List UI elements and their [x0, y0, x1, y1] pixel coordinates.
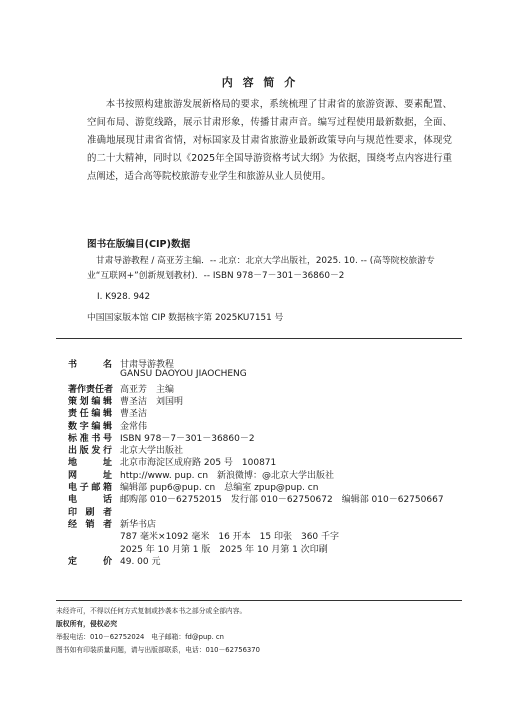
info-label: 定价 — [68, 556, 112, 567]
info-value: 787 毫米×1092 毫米 16 开本 15 印张 360 千字 — [120, 532, 340, 543]
info-value: 甘肃导游教程 — [120, 360, 175, 370]
cip-entry: 甘肃导游教程 / 高亚芳主编．-- 北京：北京大学出版社，2025. 10. -- (高等院校旅游专业“互联网+”创新规划教材)．-- ISBN 978－7－301－36860－2 — [87, 256, 435, 281]
divider-bottom — [56, 600, 462, 601]
info-value: 邮购部 010－62752015 发行部 010－62750672 编辑部 010－62750667 — [120, 495, 444, 506]
info-label: 书名 — [68, 360, 112, 370]
cip-classification: Ⅰ. K928. 942 — [97, 292, 151, 302]
info-value: GANSU DAOYOU JIAOCHENG — [120, 369, 247, 380]
info-label: 著作责任者 — [68, 384, 114, 395]
info-label: 电话 — [68, 495, 112, 506]
info-value: ISBN 978－7－301－36860－2 — [120, 433, 255, 444]
info-label: 网址 — [68, 470, 112, 481]
info-label: 经销者 — [68, 519, 112, 530]
cip-heading: 图书在版编目(CIP)数据 — [87, 239, 191, 250]
info-value: http://www. pup. cn 新浪微博：@北京大学出版社 — [120, 470, 335, 481]
info-label: 印刷者 — [68, 507, 112, 518]
info-value: 曹圣洁 — [120, 409, 148, 420]
info-value: 高亚芳 主编 — [120, 384, 175, 395]
info-value: 北京大学出版社 — [120, 446, 184, 457]
info-label: 策划编辑 — [68, 396, 112, 407]
cip-cn-number: 中国国家版本馆 CIP 数据核字第 2025KU7151 号 — [87, 313, 284, 323]
info-value: 编辑部 pup6@pup. cn 总编室 zpup@pup. cn — [120, 483, 319, 493]
quality-contact: 图书如有印装质量问题，请与出版部联系，电话：010－62756370 — [56, 646, 260, 654]
info-value: 曹圣洁 刘国明 — [120, 396, 184, 407]
info-label: 标准书号 — [68, 433, 112, 444]
divider-top — [56, 338, 462, 339]
info-label: 地址 — [68, 458, 112, 469]
info-label: 数字编辑 — [68, 421, 112, 432]
summary-title: 内 容 简 介 — [221, 76, 299, 89]
info-value: 2025 年 10 月第 1 版 2025 年 10 月第 1 次印刷 — [120, 544, 328, 555]
info-label: 责任编辑 — [68, 409, 112, 420]
report-contact: 举报电话：010－62752024 电子邮箱：fd@pup. cn — [56, 633, 224, 641]
copyright-notice: 未经许可，不得以任何方式复制或抄袭本书之部分或全部内容。 — [56, 607, 247, 615]
info-value: 49. 00 元 — [120, 556, 161, 567]
info-value: 金常伟 — [120, 421, 148, 432]
info-label: 电子邮箱 — [68, 483, 112, 493]
summary-body: 本书按照构建旅游发展新格局的要求，系统梳理了甘肃省的旅游资源、要素配置、空间布局、游览线路，展示甘肃形象，传播甘肃声音。编写过程使用最新数据，全面、准确地展现甘肃省省情，对标国家及甘肃省旅游业最新政策导向与规范性要求，体现党的二十大精神，同时以《2025年全国导游资格考试大纲》为依据，围绕考点内容进行重点阐述，适合高等院校旅游专业学生和旅游从业人员使用。 — [87, 99, 452, 182]
info-label: 出版发行 — [68, 446, 112, 457]
info-value: 北京市海淀区成府路 205 号 100871 — [120, 458, 277, 469]
info-value: 新华书店 — [120, 519, 157, 530]
rights-reserved: 版权所有，侵权必究 — [56, 620, 118, 628]
